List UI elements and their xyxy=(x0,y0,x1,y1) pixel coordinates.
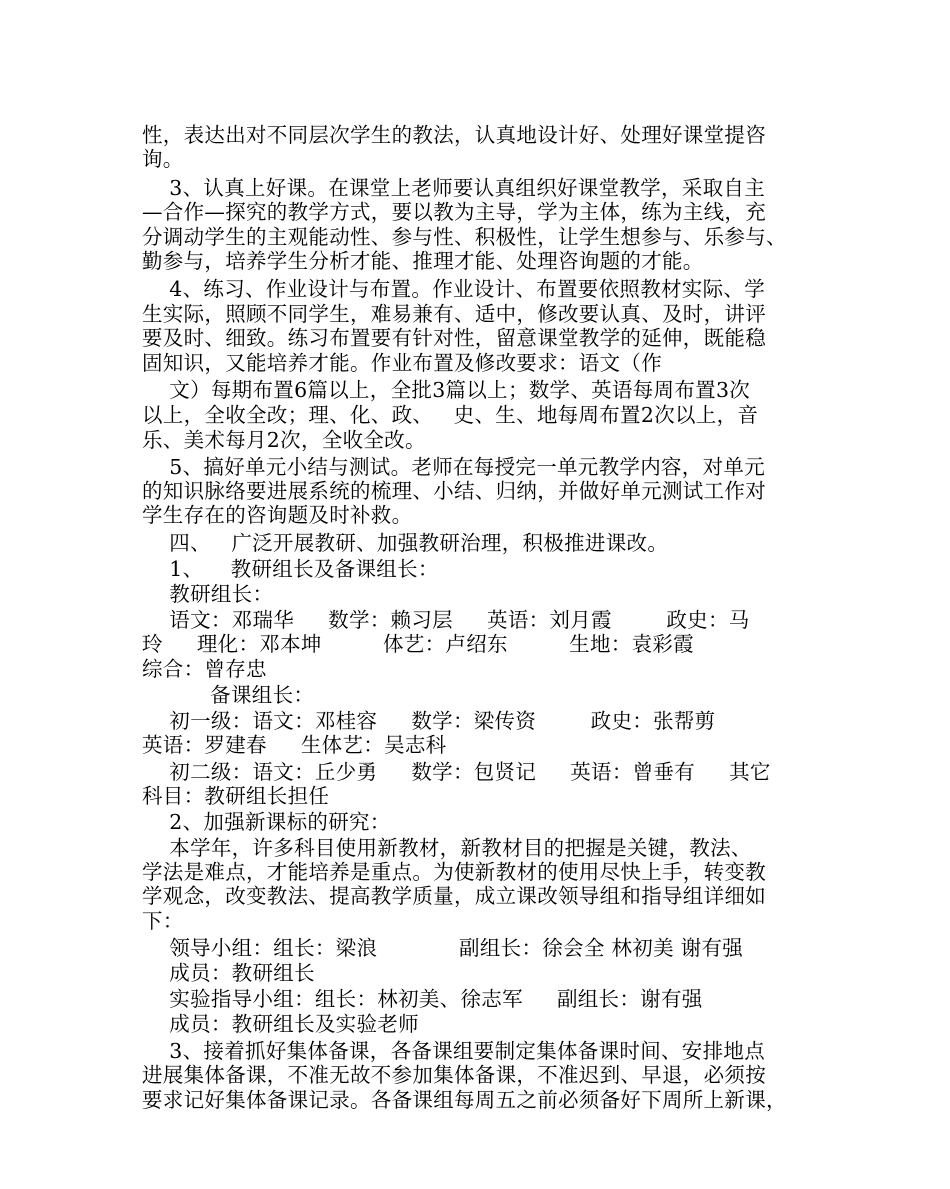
text-line: 学生存在的咨询题及时补救。 xyxy=(142,503,413,527)
text-line: 进展集体备课，不准无故不参加集体备课，不准迟到、早退，必须按 xyxy=(142,1063,766,1087)
text-line: 3、认真上好课。在课堂上老师要认真组织好课堂教学，采取自主 xyxy=(142,176,766,200)
text-line: 领导小组：组长：梁浪 副组长：徐会全 林初美 谢有强 xyxy=(142,936,744,960)
text-line: 初二级：语文：丘少勇 数学：包贤记 英语：曾垂有 其它 xyxy=(142,760,771,784)
text-line: 成员：教研组长 xyxy=(142,961,315,985)
text-line: 勤参与，培养学生分析才能、推理才能、处理咨询题的才能。 xyxy=(142,249,704,273)
text-line: 下： xyxy=(142,909,184,933)
text-line: 性，表达出对不同层次学生的教法，认真地设计好、处理好课堂提咨 xyxy=(142,123,766,147)
text-line: 文）每期布置6篇以上，全批3篇以上；数学、英语每周布置3次 xyxy=(142,378,751,402)
text-line: 生实际，照顾不同学生，难易兼有、适中，修改要认真、及时，讲评 xyxy=(142,302,766,326)
text-line: 四、 广泛开展教研、加强教研治理，积极推进课改。 xyxy=(142,531,669,555)
text-line: 教研组长： xyxy=(142,582,274,606)
text-line: —合作—探究的教学方式，要以教为主导，学为主体，练为主线，充 xyxy=(142,200,766,224)
text-line: 3、接着抓好集体备课，各备课组要制定集体备课时间、安排地点 xyxy=(142,1039,766,1063)
text-line: 实验指导小组：组长：林初美、徐志军 副组长：谢有强 xyxy=(142,987,703,1011)
text-line: 语文：邓瑞华 数学：赖习层 英语：刘月霞 政史：马 xyxy=(142,608,750,632)
text-line: 综合：曾存忠 xyxy=(142,657,267,681)
text-line: 成员：教研组长及实验老师 xyxy=(142,1012,419,1036)
text-line: 2、加强新课标的研究： xyxy=(142,810,391,834)
text-line: 4、练习、作业设计与布置。作业设计、布置要依照教材实际、学 xyxy=(142,277,766,301)
text-line: 本学年，许多科目使用新教材，新教材目的把握是关键，教法、 xyxy=(142,836,752,860)
text-line: 学观念，改变教法、提高教学质量，成立课改领导组和指导组详细如 xyxy=(142,884,766,908)
text-line: 要求记好集体备课记录。各备课组每周五之前必须备好下周所上新课， xyxy=(142,1088,787,1112)
text-line: 乐、美术每月2次，全收全改。 xyxy=(142,428,426,452)
text-line: 要及时、细致。练习布置要有针对性，留意课堂教学的延伸，既能稳 xyxy=(142,326,766,350)
text-line: 学法是难点，才能培养是重点。为使新教材的使用尽快上手，转变教 xyxy=(142,860,766,884)
text-line: 的知识脉络要进展系统的梳理、小结、归纳，并做好单元测试工作对 xyxy=(142,479,766,503)
text-line: 玲 理化：邓本坤 体艺：卢绍东 生地：袁彩霞 xyxy=(142,632,694,656)
text-line: 5、搞好单元小结与测试。老师在每授完一单元教学内容，对单元 xyxy=(142,455,766,479)
text-line: 英语：罗建春 生体艺：吴志科 xyxy=(142,733,447,757)
text-line: 初一级：语文：邓桂容 数学：梁传资 政史：张帮剪 xyxy=(142,709,716,733)
text-line: 询。 xyxy=(142,147,184,171)
text-line: 备课组长： xyxy=(142,683,315,707)
text-line: 1、 教研组长及备课组长： xyxy=(142,557,439,581)
text-line: 固知识，又能培养才能。作业布置及修改要求：语文（作 xyxy=(142,351,662,375)
text-line: 以上，全收全改；理、化、政、 史、生、地每周布置2次以上，音 xyxy=(142,403,759,427)
text-line: 分调动学生的主观能动性、参与性、积极性，让学生想参与、乐参与、 xyxy=(142,225,787,249)
text-line: 科目：教研组长担任 xyxy=(142,784,330,808)
